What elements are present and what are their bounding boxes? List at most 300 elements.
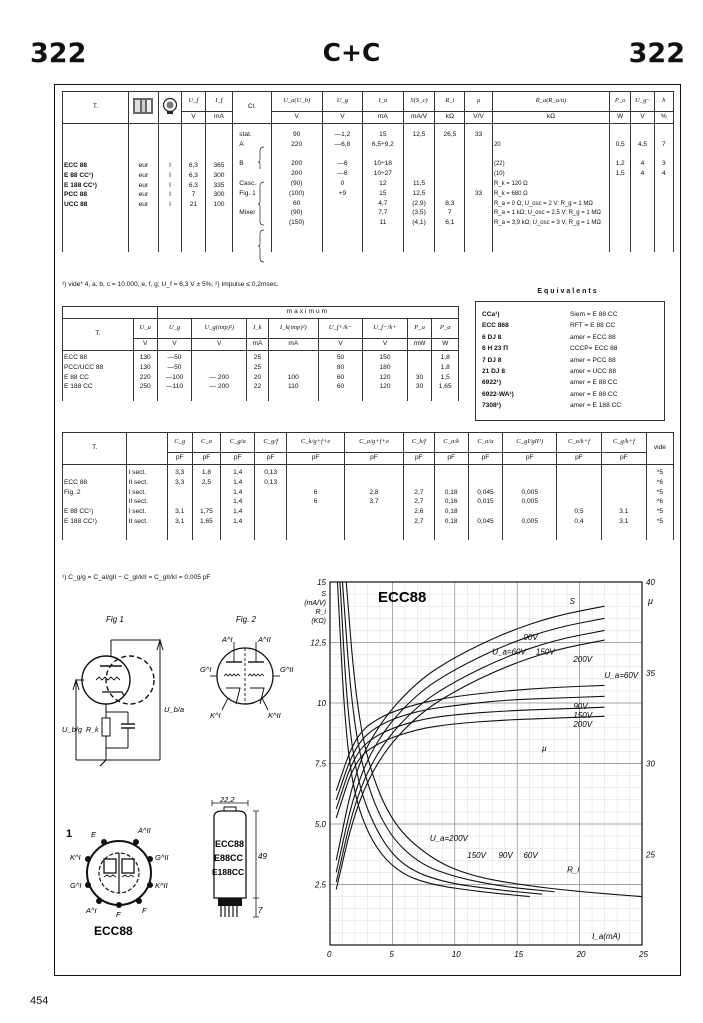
t2-column [268,351,318,401]
ia-value: 7,7 [378,209,388,217]
t2-col-head: P_a [432,319,459,339]
chart-annotation: R_i [567,865,580,875]
unit-cell: kΩ [492,112,609,124]
ra-value: R_a = 3,9 kΩ; U_osc = 3 V; R_g = 1 MΩ [493,220,601,227]
t3-cell: 1,4 [233,498,243,506]
t2-col-head: U_f+/k− [318,319,362,339]
ua-value: 220 [291,140,303,148]
t2-cell: 120 [379,373,391,381]
col-po: P_o [610,92,631,112]
t3-cell: II sect. [128,517,148,525]
t2-col-head: U_f−/k+ [363,319,407,339]
ug2-value: 4 [640,170,645,178]
base-count: I [169,171,171,179]
ug2-value [632,191,652,201]
tube-type: E 188 CC¹) [64,181,97,189]
fig1-circuit [62,600,202,785]
col-ua: U_a(U_b) [271,92,322,112]
t2-cell: 100 [287,373,299,381]
series-S-line [336,630,604,882]
maximum-title: maximum [157,307,458,319]
t3-unit: pF [287,453,345,465]
t3-cell: 0,13 [264,478,278,486]
col-ia: I_a [363,92,403,112]
ua-value: 200 [291,170,303,178]
t3-column [403,465,434,540]
page-number-bottom: 454 [30,995,49,1007]
t3-col-head: C_k/g+f+e [287,433,345,453]
t3-cell [558,480,600,490]
t3-cell: 6 [313,498,318,506]
t3-cell [558,490,600,500]
chart-annotation: μ [542,743,547,753]
unit-cell: V/V [465,112,493,124]
t3-cell: Fig. 2 [64,488,81,496]
y-right-tick-label: 30 [646,759,655,769]
y-right-tick-label: 40 [646,578,655,587]
t3-cell [470,470,502,480]
tube-type: PCC 88 [64,191,88,199]
po-value [611,210,629,220]
t3-column [434,465,468,540]
t3-cell: II sect. [128,498,148,506]
t2-cell: 220 [139,373,151,381]
ri-value [436,142,463,152]
t3-cell: *5 [656,508,664,516]
mu-value [466,201,491,211]
cl-value: Mixer [239,209,256,217]
series-S-line [336,606,604,860]
tube-outline-drawing [200,795,280,925]
h-value: 4 [662,170,666,178]
t2-unit: V [318,339,362,351]
col-ug: U_g [322,92,362,112]
mu-value [466,142,491,152]
chart-annotation: U_a=200V [429,833,468,843]
page-heading: C+C [322,38,381,67]
t3-col-head: C_a/a [468,433,503,453]
chart-annotation: S [569,596,575,606]
col-ri: R_i [435,92,465,112]
tube-icon [158,92,181,124]
pinout-number: 1 [66,828,73,840]
equivalent-maker: CCCP= ECC 88 [570,345,618,353]
ia-value: 11 [379,219,387,227]
pin-k1: K^I [70,853,81,862]
fig1-rk-label: R_k [86,727,99,734]
cl-value: stat. [239,131,252,138]
fig1-ubg-label: U_b/g [62,725,83,734]
uf-value: 21 [189,201,198,209]
s-value: 12,5 [412,189,426,197]
x-tick-label: 15 [514,950,524,959]
equivalent-type: 7 DJ 8 [482,356,502,364]
y-left-tick-label: 12,5 [310,638,326,648]
ia-value: 10÷27 [373,170,392,178]
t3-cell: I sect. [128,469,147,476]
t3-cell: 1,4 [233,508,243,516]
t3-cell: 1,4 [233,488,243,496]
unit-cell: V [631,112,654,124]
t2-cell: PCC/UCC 88 [64,363,104,371]
unit-cell: W [610,112,631,124]
t2-cell: 1,8 [440,363,450,371]
s-value: (4,1) [412,219,426,227]
pin-g2: G^II [155,853,169,862]
t3-cell: 2,5 [201,478,212,486]
h-value [656,210,672,220]
ug2-value: 4,5 [637,140,648,148]
t2-cell: ECC 88 [64,354,88,361]
outline-height-label: 49 [258,852,267,861]
t2-cell: 60 [336,373,345,381]
fig1-label: Fig 1 [106,615,124,624]
t3-unit: pF [503,453,557,465]
h-value: 3 [662,160,666,168]
cl-value: B [239,160,244,168]
pin-g1: G^I [70,881,82,890]
ia-value: 4,7 [378,199,388,207]
t2-column [363,351,407,401]
t3-unit: pF [434,453,468,465]
fig2-circuit [200,600,300,730]
t2-cell: 1,8 [440,354,450,361]
unit-cell: V [271,112,322,124]
chart-annotation: 200V [573,720,593,730]
t2-column [157,351,192,401]
t3-col-head: C_gI/gII¹) [503,433,557,453]
t3-cell: 0,18 [444,488,458,496]
pin-k2: K^II [155,881,168,890]
t3-column [468,465,503,540]
cl-value: Fig. 1 [239,189,256,197]
t3-cell: 0,005 [521,517,538,525]
mu-value [466,152,491,162]
ri-value: 8,3 [445,199,455,207]
equivalent-type: 21 DJ 8 [482,368,506,375]
x-tick-label: 10 [451,950,461,959]
chart-annotation: 60V [523,850,538,860]
t2-column [432,351,459,401]
y-label-left-2: (mA/V) [304,600,326,607]
capacitance-table [62,432,674,540]
s-value [405,152,434,162]
t3-cell [603,490,645,500]
t3-cell [256,519,285,529]
ug-value: +9 [338,189,347,197]
chart-annotation: U_a=60V [492,647,526,657]
if-value: 335 [213,181,225,189]
series-ri-line [342,582,554,892]
t2-cell [270,355,317,365]
t3-cell: 3,7 [369,498,379,506]
po-value [611,201,629,211]
t2-unit: W [432,339,459,351]
equivalent-maker: amer = PCC 88 [570,356,616,364]
t2-cell: 80 [336,363,345,371]
base-pinout-diagram [64,815,174,943]
t3-col-head: C_k/f [403,433,434,453]
base-count: I [169,181,171,189]
chart-annotation: 90V [498,850,513,860]
t2-cell: 130 [139,354,151,361]
t2-column [63,351,134,401]
maximum-ratings-table [62,306,459,401]
t3-unit: pF [403,453,434,465]
if-value: 300 [213,191,225,199]
equivalent-maker: Siem = E 88 CC [570,311,618,318]
mu-value [466,161,491,171]
t2-cell [193,355,245,365]
series-mu-line [336,685,604,790]
h-value: 7 [662,140,666,148]
t3-cell: 1,4 [233,469,243,476]
fig2-label-g2: G^II [280,665,294,674]
t2-cell: 130 [139,363,151,371]
t2-cell: 150 [379,354,391,361]
t3-col-head: C_g/f [255,433,287,453]
equivalent-type: 6 DJ 8 [482,333,502,341]
t3-cell [169,490,191,500]
base-count: I [169,201,171,209]
t3-column [63,465,127,540]
ra-value [494,132,608,142]
t3-cell: ECC 88 [64,478,88,486]
ri-value [436,161,463,171]
ra-value: R_a = 0 Ω; U_osc = 2 V; R_g = 1 MΩ [493,200,593,207]
ra-value: R_k = 120 Ω [493,180,528,187]
t3-cell: 0,18 [444,508,458,516]
t3-col-head: vide [646,433,673,465]
equivalent-type: 6 H 23 Π [482,345,509,353]
t3-cell: 6 [313,488,318,496]
t3-cell [194,490,219,500]
base-count: I [169,162,171,169]
t3-unit: pF [167,453,192,465]
t3-cell: 2,7 [414,488,424,496]
mu-value: 33 [474,189,483,197]
t3-cell [603,470,645,480]
t2-column [318,351,362,401]
ua-value: 90 [292,131,301,138]
t2-cell: 1,65 [438,383,452,391]
equivalents-title: Equivalents [537,288,599,295]
h-value [656,220,672,230]
col-type: T. [63,92,129,124]
t3-cell: 1,8 [201,469,212,476]
uf-value: 7 [191,191,196,199]
t3-cell: E 188 CC¹) [64,517,97,525]
t3-column [503,465,557,540]
y-left-tick-label: 2,5 [314,880,326,890]
t3-cell: 0,4 [574,517,584,525]
t2-unit: V [157,339,192,351]
x-tick-label: 25 [639,950,648,959]
t3-cell: 0,005 [521,498,538,506]
ug-value: —6,8 [334,140,351,148]
po-value: 1,2 [615,160,625,168]
fig2-label: Fig. 2 [236,615,257,624]
x-tick-label: 0 [327,950,332,959]
col-ug-ac: U_g~ [631,92,654,112]
pin-f-right: F [142,906,147,915]
equivalent-maker: amer = ECC 88 [570,333,616,341]
t3-cell: 0,015 [477,498,494,506]
t3-cell [256,499,285,509]
s-value: 12,5 [412,131,426,138]
ug-value: 0 [340,179,345,187]
ua-value: (90) [290,179,303,187]
t2-cell: E 88 CC [64,373,89,381]
chart-annotation: 200V [573,654,593,664]
base-code: eur [138,171,149,179]
ug-value: —6 [337,170,348,178]
t3-cell: II sect. [128,478,148,486]
t2-cell: 110 [288,383,299,391]
t3-column [601,465,646,540]
ia-value: 15 [379,131,387,138]
equivalent-type: 6922-WA¹) [482,390,514,398]
t2-unit: mA [247,339,269,351]
unit-cell: V [322,112,362,124]
base-code: eur [138,201,149,209]
outline-label-3: E188CC [212,867,245,877]
t3-cell: 0,18 [444,517,458,525]
col-h: h [654,92,673,112]
unit-cell: V [182,112,205,124]
ri-value: 7 [448,209,452,217]
t3-column [192,465,220,540]
y-right-tick-label: 35 [646,668,655,678]
t3-cell: 0,16 [444,498,458,506]
ua-value: 60 [292,199,301,207]
y-left-tick-label: 10 [317,699,326,708]
t3-cell: 3,3 [175,478,185,486]
t3-cell [504,470,555,480]
ra-value [494,152,608,162]
po-value [611,220,629,230]
t3-unit: pF [557,453,602,465]
t3-unit: pF [601,453,646,465]
ug-value: —1,2 [334,131,351,138]
t3-cell [558,470,600,480]
ua-value: (90) [290,209,303,217]
t3-cell: I sect. [128,488,147,496]
ri-value [436,152,463,162]
t3-col-head: C_g [167,433,192,453]
main-characteristics-table [62,91,674,252]
outline-label-1: ECC88 [215,839,245,849]
s-value: 11,5 [412,179,426,187]
ug2-value [632,220,652,230]
s-value: (3,5) [412,209,426,217]
y-label-left-3: R_i [315,609,326,616]
t3-column [345,465,404,540]
t3-cell [256,509,285,519]
t2-cell: 30 [415,383,424,391]
x-tick-label: 5 [389,950,394,959]
mu-value [466,220,491,230]
equivalent-maker: amer = UCC 88 [570,368,616,375]
t3-cell: 0,045 [477,488,494,496]
ua-value: (150) [288,219,305,227]
ri-value [436,181,463,191]
t2-unit: mA [268,339,318,351]
col-class: Cl. [233,92,271,124]
y-left-tick-label: 15 [317,578,326,587]
outline-pin-label: 7 [258,906,263,915]
col-mu: μ [465,92,493,112]
t3-cell [405,470,433,480]
t3-cell: 3,1 [619,508,629,516]
chart-annotation: U_a=60V [604,671,639,681]
t3-cell: 2,7 [414,498,424,506]
t3-unit: pF [192,453,220,465]
equivalent-type: ECC 868 [482,322,509,330]
if-value: 365 [213,162,225,169]
h-value [656,191,672,201]
unit-cell: mA [205,112,233,124]
t3-cell: 2,7 [414,517,424,525]
base-count: I [169,191,171,199]
series-ri-line [340,582,542,894]
if-value: 100 [213,201,225,209]
base-icon [129,92,159,124]
fig2-label-a1: A^I [222,635,233,644]
t2-cell: 20 [253,373,262,381]
y-label-left-1: S [321,591,326,598]
equivalent-type: CCa¹) [482,311,500,318]
cl-value: Casc. [239,179,257,187]
t3-cell: E 88 CC¹) [64,508,94,516]
y-right-tick-label: 25 [646,850,655,860]
footnote-table1: ¹) vide* 4, a, b, c = 10.000, e, f, g; U_f = 6,3 V ± 5%; ²) Impulse ≤ 0,2msec. [62,281,279,288]
t2-cell: 25 [253,354,262,361]
ra-value: (22) [493,161,505,168]
t2-unit: V [192,339,247,351]
t2-col-head: T. [63,319,134,351]
t3-cell [288,470,343,480]
y-label-right: μ [648,596,653,606]
t2-cell: 60 [336,383,345,391]
unit-cell: mA/V [403,112,435,124]
col-if: I_f [205,92,233,112]
t2-col-head: P_a [407,319,432,339]
chart-annotation: 90V [573,702,588,712]
class-brackets [258,146,266,266]
t3-col-head: C_a/g+f+e [345,433,404,453]
t3-cell: *5 [656,517,664,525]
x-label: I_a(mA) [592,932,621,941]
t3-unit: pF [468,453,503,465]
t2-unit: V [363,339,407,351]
t2-cell: —50 [167,354,182,361]
unit-cell: mA [363,112,403,124]
pinout-tube-name: ECC88 [94,924,133,938]
t3-cell [346,509,402,519]
ug-value [324,201,361,211]
t3-unit: pF [255,453,287,465]
y-left-tick-label: 5,0 [314,820,326,829]
unit-cell: kΩ [435,112,465,124]
t3-cell: 2,6 [414,508,424,516]
outline-label-2: E88CC [214,853,244,863]
tube-type: UCC 88 [64,201,88,209]
t3-cell: 0,045 [477,517,494,525]
t3-cell [346,470,402,480]
ia-value: 12 [379,179,387,187]
t2-cell: 30 [415,373,424,381]
